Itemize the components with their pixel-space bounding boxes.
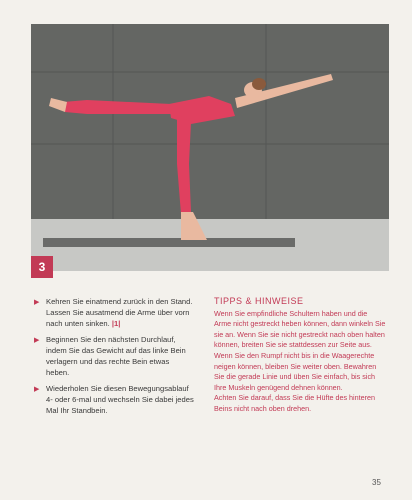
tips-paragraph: Achten Sie darauf, dass Sie die Hüfte des hinteren Beins nicht nach oben drehen. <box>214 393 376 413</box>
step-number-badge: 3 <box>31 256 53 278</box>
yoga-photo <box>31 24 389 271</box>
instruction-text: Beginnen Sie den nächsten Durchlauf, indem Sie das Gewicht auf das linke Bein verlagern und das rechte Bein etwas heben. <box>46 335 186 377</box>
list-item <box>34 334 194 378</box>
list-item <box>34 383 194 416</box>
instruction-list <box>34 296 194 421</box>
tips-paragraph: Wenn Sie empfindliche Schultern haben und die Arme nicht gestreckt heben können, dann winkeln Sie sie an. Wenn Sie sie nicht gestreckt nach oben halten können, breiten Sie sie stattdessen zur Seite aus. <box>214 308 386 350</box>
tips-title: TIPPS & HINWEISE <box>214 296 304 306</box>
page-number: 35 <box>372 478 381 487</box>
tips-box <box>214 296 386 415</box>
yoga-pose-illustration <box>31 24 389 271</box>
figure-reference: |1| <box>111 319 121 328</box>
instruction-text: Wiederholen Sie diesen Bewegungsablauf 4- oder 6-mal und wechseln Sie dabei jedes Mal Ihr Standbein. <box>46 384 194 415</box>
bullet-arrow-icon: ▶ <box>34 299 40 306</box>
list-item <box>34 296 194 329</box>
instruction-text: Kehren Sie einatmend zurück in den Stand. Lassen Sie ausatmend die Arme über vorn nach unten sinken. <box>46 297 193 328</box>
tips-paragraph: Wenn Sie den Rumpf nicht bis in die Waagerechte neigen können, bleiben Sie weiter oben. Bewahren Sie die gerade Linie und üben Sie einfach, bis sich Ihre Muskeln genügend dehnen können. <box>214 350 377 392</box>
bullet-arrow-icon: ▶ <box>34 337 40 344</box>
bullet-arrow-icon: ▶ <box>34 386 40 393</box>
